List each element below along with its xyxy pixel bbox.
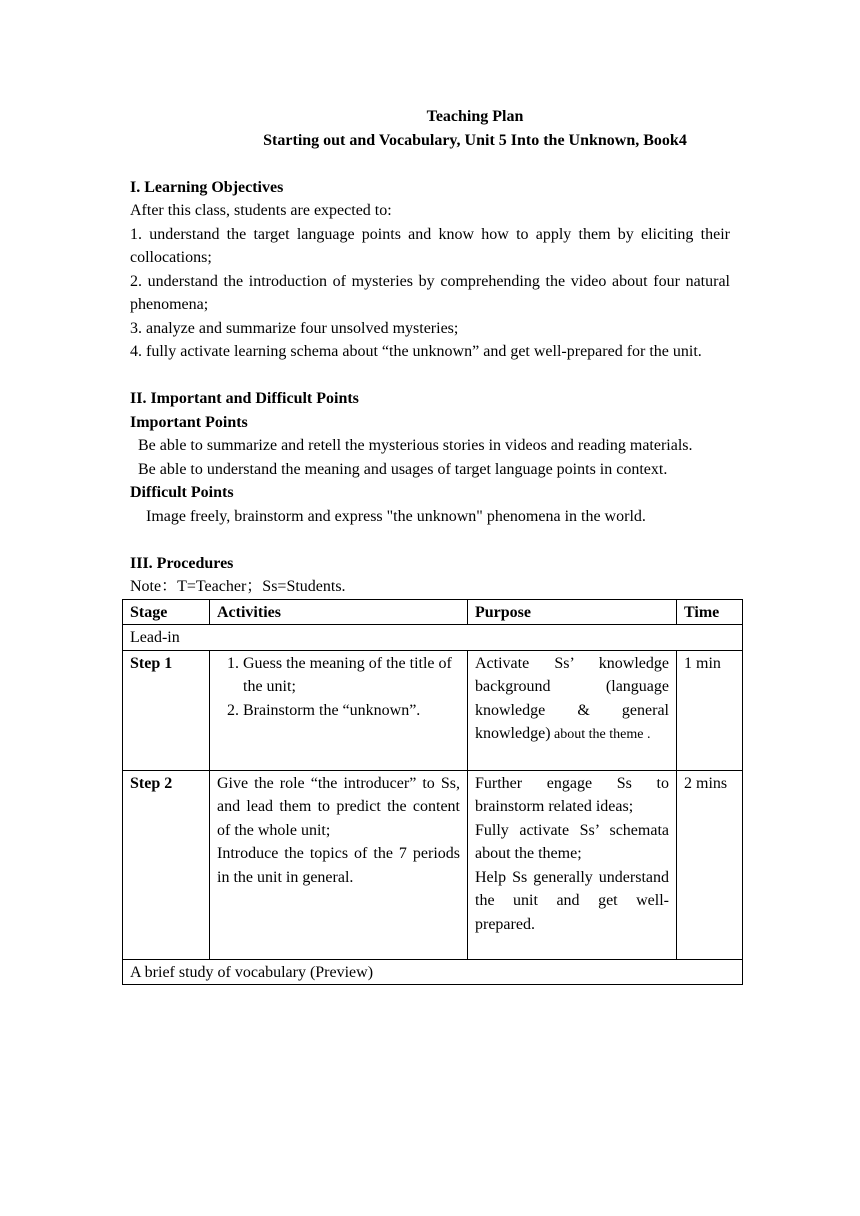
document-title: Teaching Plan <box>426 108 524 125</box>
step1-time: 1 min <box>677 650 743 770</box>
procedures-section <box>130 552 730 986</box>
header-time: Time <box>677 599 743 625</box>
document-subtitle: Starting out and Vocabulary, Unit 5 Into the Unknown, Book4 <box>263 131 687 149</box>
step2-purpose-line: Further engage Ss to brainstorm related ideas; <box>475 774 669 815</box>
difficult-point-text: Image freely, brainstorm and express "the unknown" phenomena in the world. <box>146 507 646 525</box>
title-block <box>126 105 824 152</box>
step1-activities <box>210 650 468 770</box>
list-item: 1. Guess the meaning of the title of the unit; <box>243 652 460 699</box>
objective-item: 3. analyze and summarize four unsolved mysteries; <box>130 319 459 337</box>
points-heading: II. Important and Difficult Points <box>130 390 359 407</box>
points-section <box>130 387 730 528</box>
objectives-heading: I. Learning Objectives <box>130 178 284 196</box>
list-item: 2. Brainstorm the “unknown”. <box>243 699 460 723</box>
table-header-row <box>123 599 743 625</box>
step2-purpose <box>468 770 677 959</box>
header-purpose: Purpose <box>468 599 677 625</box>
step1-purpose-main: Activate Ss’ knowledge background (language knowledge & general knowledge) <box>475 654 669 742</box>
procedures-table <box>122 599 743 986</box>
section-vocab: A brief study of vocabulary (Preview) <box>123 959 743 985</box>
step2-activity-line: Give the role “the introducer” to Ss, and lead them to predict the content of the whole unit; <box>217 774 460 839</box>
objectives-section <box>130 176 730 364</box>
procedures-note: Note：T=Teacher；Ss=Students. <box>130 578 346 595</box>
step2-time: 2 mins <box>677 770 743 959</box>
header-stage: Stage <box>123 599 210 625</box>
table-section-row <box>123 959 743 985</box>
step2-purpose-line: Fully activate Ss’ schemata about the theme; <box>475 821 669 862</box>
step1-activity-list <box>217 652 460 723</box>
step2-purpose-line: Help Ss generally understand the unit and get well-prepared. <box>475 868 669 933</box>
important-point-text: Be able to understand the meaning and usages of target language points in context. <box>138 460 668 478</box>
step1-purpose <box>468 650 677 770</box>
step1-purpose-small: about the theme . <box>550 727 651 742</box>
procedures-heading: III. Procedures <box>130 554 234 572</box>
table-row <box>123 650 743 770</box>
step2-stage: Step 2 <box>123 770 210 959</box>
important-points-heading: Important Points <box>130 413 248 431</box>
section-leadin: Lead-in <box>123 625 743 651</box>
objective-item: 4. fully activate learning schema about “the unknown” and get well-prepared for the unit. <box>130 343 702 360</box>
difficult-points-heading: Difficult Points <box>130 484 234 501</box>
step2-activities <box>210 770 468 959</box>
difficult-point-item <box>130 505 730 529</box>
step2-activity-line: Introduce the topics of the 7 periods in the unit in general. <box>217 845 460 886</box>
objective-item: 1. understand the target language points and know how to apply them by eliciting their collocations; <box>130 225 730 266</box>
important-point-item <box>130 434 730 458</box>
objectives-intro: After this class, students are expected to: <box>130 202 392 219</box>
table-row <box>123 770 743 959</box>
important-point-item <box>130 458 730 482</box>
header-activities: Activities <box>210 599 468 625</box>
step1-stage: Step 1 <box>123 650 210 770</box>
important-point-text: Be able to summarize and retell the mysterious stories in videos and reading materials. <box>138 437 693 454</box>
table-section-row <box>123 625 743 651</box>
objective-item: 2. understand the introduction of mysteries by comprehending the video about four natural phenomena; <box>130 272 730 313</box>
